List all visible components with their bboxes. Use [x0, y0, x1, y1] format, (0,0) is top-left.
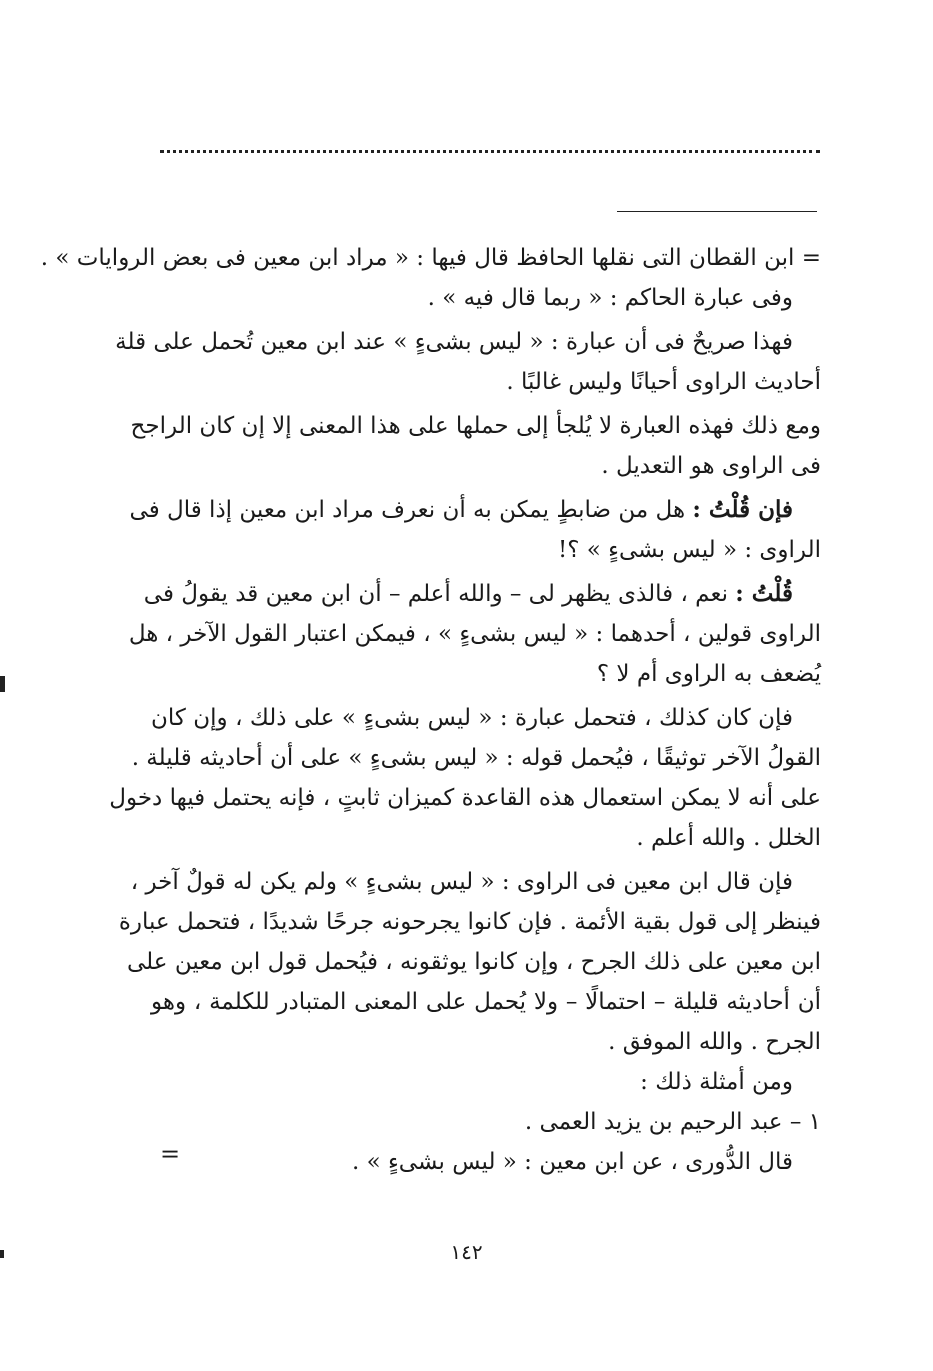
- paragraph-3: [130, 406, 821, 486]
- text-segment: هل من ضابطٍ يمكن به أن نعرف مراد ابن معين إذا قال فى: [129, 497, 686, 523]
- text-line: ابن معين على ذلك الجرح ، وإن كانوا يوثقونه ، فيُحمل قول ابن معين على: [127, 949, 821, 975]
- paragraph-1: [40, 238, 821, 318]
- text-line: فإن قال ابن معين فى الراوى : « ليس بشىءٍ » ولم يكن له قولٌ آخر ،: [130, 869, 793, 895]
- question-label: فإن قُلْتُ :: [692, 496, 793, 523]
- scan-speck: [0, 676, 5, 692]
- text-line: ومع ذلك فهذه العبارة لا يُلجأ إلى حملها على هذا المعنى إلا إن كان الراجح: [130, 413, 821, 439]
- text-line: الخلل . والله أعلم .: [636, 825, 821, 851]
- text-segment: نعم ، فالذى يظهر لى – والله أعلم – أن ابن معين قد يقولُ فى: [143, 581, 728, 607]
- text-line: فى الراوى هو التعديل .: [601, 453, 821, 479]
- dotted-separator: [160, 150, 820, 153]
- text-line: وفى عبارة الحاكم : « ربما قال فيه » .: [427, 285, 793, 311]
- text-line: فهذا صريحٌ فى أن عبارة : « ليس بشىءٍ » عند ابن معين تُحمل على قلة: [115, 329, 793, 355]
- paragraph-2: [115, 322, 821, 402]
- paragraph-4: [129, 490, 821, 570]
- text-line: [129, 490, 821, 530]
- text-line: = ابن القطان التى نقلها الحافظ قال فيها : « مراد ابن معين فى بعض الروايات » .: [40, 245, 821, 271]
- paragraph-7: [118, 862, 821, 1182]
- continuation-mark: =: [160, 1140, 181, 1168]
- text-line: ١ – عبد الرحيم بن يزيد العمى .: [524, 1109, 821, 1135]
- footnote-rule: [617, 211, 817, 212]
- scan-speck: [0, 1250, 4, 1258]
- text-line: القولُ الآخر توثيقًا ، فيُحمل قوله : « ليس بشىءٍ » على أن أحاديثه قليلة .: [131, 745, 821, 771]
- text-line: على أنه لا يمكن استعمال هذه القاعدة كميزان ثابتٍ ، فإنه يحتمل فيها دخول: [109, 785, 821, 811]
- text-line: [143, 574, 821, 614]
- text-line: قال الدُّورى ، عن ابن معين : « ليس بشىءٍ » .: [351, 1149, 793, 1175]
- text-line: الجرح . والله الموفق .: [608, 1029, 821, 1055]
- page-number: ١٤٢: [450, 1240, 483, 1264]
- text-line: ومن أمثلة ذلك :: [640, 1069, 793, 1095]
- text-line: أن أحاديثه قليلة – احتمالًا – ولا يُحمل على المعنى المتبادر للكلمة ، وهو: [151, 989, 821, 1015]
- footnote-text: [40, 238, 821, 1186]
- text-line: الراوى قولين ، أحدهما : « ليس بشىءٍ » ، فيمكن اعتبار القول الآخر ، هل: [128, 621, 821, 647]
- paragraph-6: [109, 698, 821, 858]
- text-line: أحاديث الراوى أحيانًا وليس غالبًا .: [506, 369, 821, 395]
- answer-label: قُلْتُ :: [735, 580, 793, 607]
- text-line: فإن كان كذلك ، فتحمل عبارة : « ليس بشىءٍ » على ذلك ، وإن كان: [151, 705, 793, 731]
- text-line: الراوى : « ليس بشىءٍ » ؟!: [558, 537, 821, 563]
- text-line: يُضعف به الراوى أم لا ؟: [596, 661, 821, 687]
- paragraph-5: [128, 574, 821, 694]
- text-line: فينظر إلى قول بقية الأئمة . فإن كانوا يجرحونه جرحًا شديدًا ، فتحمل عبارة: [118, 909, 821, 935]
